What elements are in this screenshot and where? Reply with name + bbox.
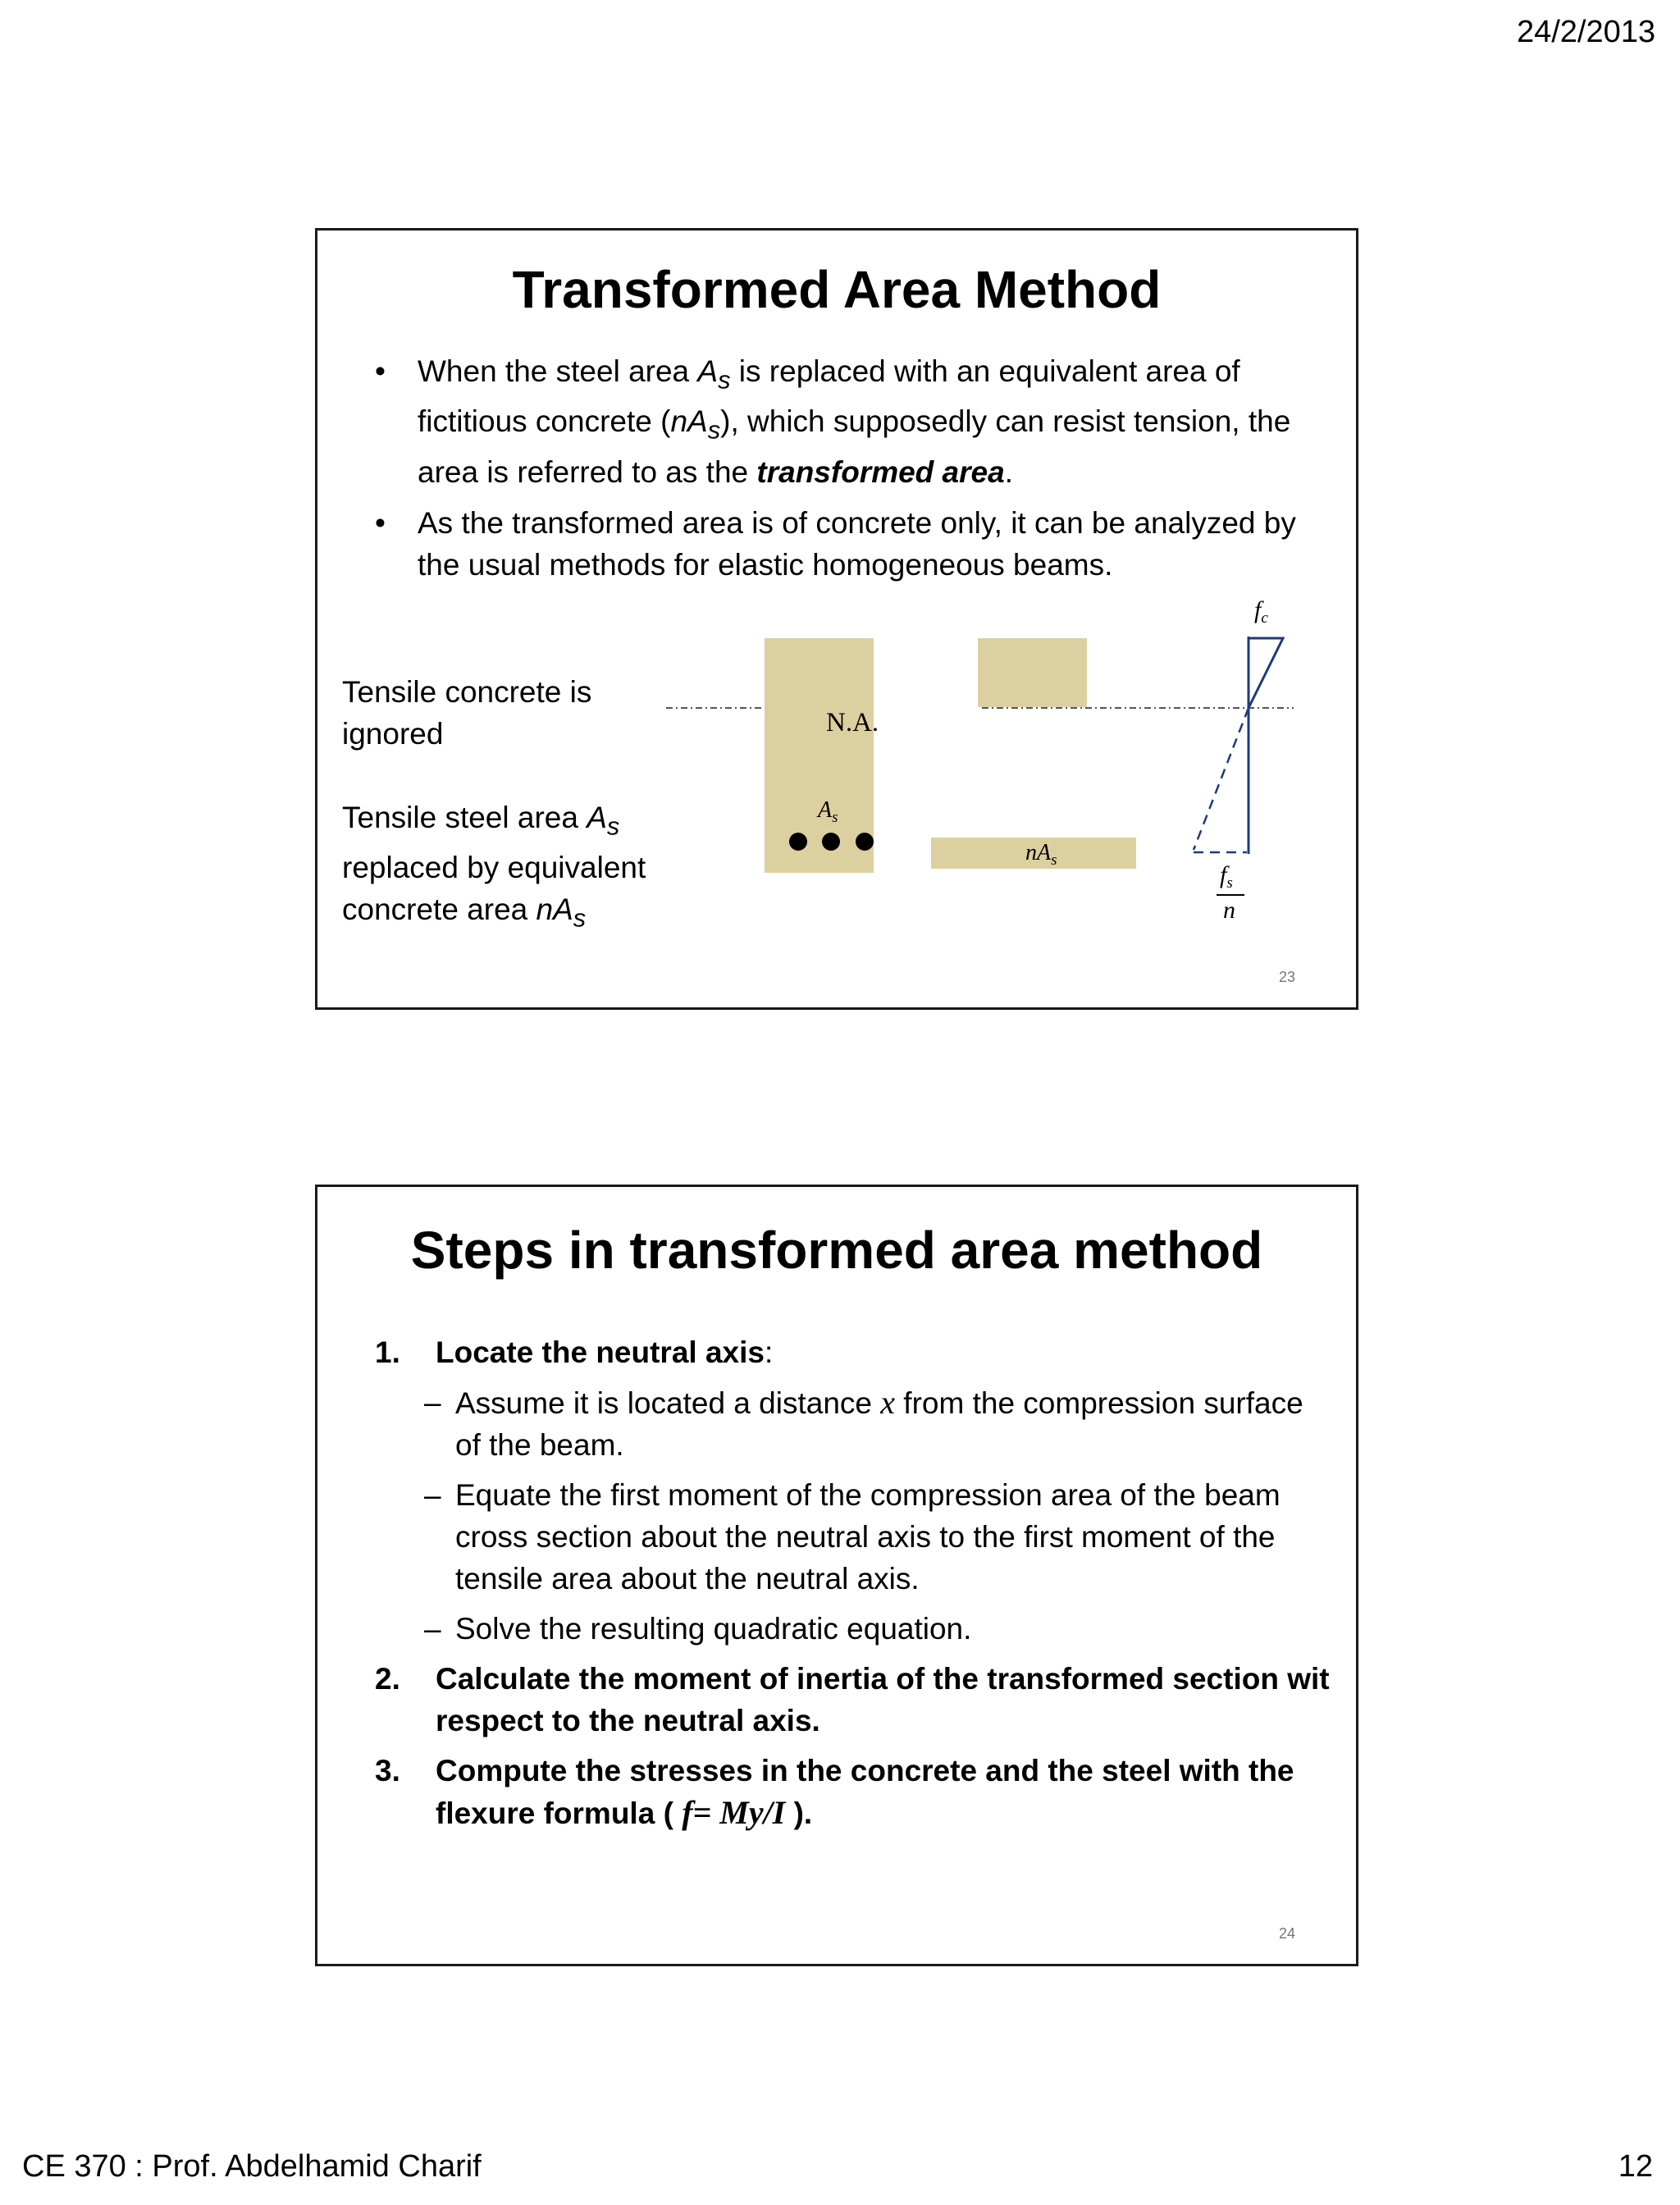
slide-transformed-area-method bbox=[315, 228, 1358, 1010]
transformed-section-diagram bbox=[662, 591, 1318, 944]
side-note-tensile-concrete: Tensile concrete is ignored bbox=[342, 675, 592, 751]
step-item bbox=[367, 1658, 1335, 1742]
step-number: 1. bbox=[375, 1335, 400, 1369]
symbol-sub: s bbox=[573, 903, 587, 933]
flexure-formula: f= My/I bbox=[682, 1794, 786, 1831]
fc-label: $f_c$ bbox=[1254, 596, 1268, 627]
slide-number: 24 bbox=[1279, 1925, 1296, 1942]
symbol-nA: nA bbox=[670, 404, 708, 439]
side-note-tensile-steel bbox=[342, 797, 687, 939]
sub-item: – Solve the resulting quadratic equation. bbox=[419, 1608, 1335, 1650]
bullet-item: • As the transformed area is of concrete only, it can be analyzed by the usual methods for elastic homogeneous beams. bbox=[367, 502, 1310, 586]
sub-item: – Equate the first moment of the compression area of the beam cross section about the neutral axis to the first moment of the tensile area about the neutral axis. bbox=[419, 1474, 1335, 1600]
steel-bar bbox=[789, 833, 807, 851]
emphasis-text: transformed area bbox=[756, 454, 1005, 489]
slide-title: Transformed Area Method bbox=[512, 260, 1162, 319]
steel-bar bbox=[822, 833, 840, 851]
nas-label: $nA_s$ bbox=[1025, 840, 1057, 869]
bullet-text: . bbox=[1004, 454, 1013, 489]
as-label: $A_s$ bbox=[818, 797, 838, 826]
step-number: 2. bbox=[375, 1662, 400, 1696]
sub-text: from the compression surface of the beam. bbox=[455, 1386, 1303, 1462]
step-number: 3. bbox=[375, 1754, 400, 1787]
page-date: 24/2/2013 bbox=[1516, 15, 1655, 49]
bullet-list bbox=[367, 350, 1310, 595]
step-heading: Calculate the moment of inertia of the transformed section wit respect to the neutral axis. bbox=[436, 1662, 1330, 1737]
sub-list bbox=[419, 1381, 1335, 1650]
fs-label: $f_s$ bbox=[1220, 861, 1233, 892]
tension-stress-line bbox=[1194, 708, 1249, 850]
symbol-A: A bbox=[697, 354, 719, 388]
sub-text: Assume it is located a distance bbox=[455, 1386, 881, 1420]
step-item bbox=[367, 1331, 1335, 1650]
footer-course: CE 370 : Prof. Abdelhamid Charif bbox=[22, 2149, 482, 2184]
side-text: Tensile steel area bbox=[342, 801, 587, 834]
slide-title: Steps in transformed area method bbox=[410, 1221, 1263, 1280]
bullet-item bbox=[367, 350, 1310, 493]
step-colon: : bbox=[764, 1335, 774, 1369]
n-label: n bbox=[1223, 897, 1235, 924]
bullet-text: ), which supposedly can resist tension, the area is referred to as the bbox=[418, 404, 1291, 489]
steel-bar bbox=[856, 833, 874, 851]
step-item bbox=[367, 1750, 1335, 1834]
steps-list bbox=[367, 1331, 1335, 1834]
step-heading: ). bbox=[785, 1796, 813, 1830]
step-heading: Compute the stresses in the concrete and the steel with the flexure formula ( bbox=[436, 1754, 1294, 1830]
compression-stress-triangle bbox=[1249, 638, 1283, 708]
compression-area bbox=[978, 638, 1087, 707]
page-number: 12 bbox=[1618, 2149, 1653, 2184]
symbol-A: A bbox=[587, 801, 607, 834]
symbol-sub: s bbox=[718, 365, 731, 395]
slide-steps-transformed-area bbox=[315, 1185, 1358, 1966]
symbol-nA: nA bbox=[536, 892, 573, 927]
neutral-axis-label: N.A. bbox=[826, 708, 879, 737]
side-text: replaced by equivalent concrete area bbox=[342, 851, 646, 927]
sub-item bbox=[419, 1381, 1335, 1466]
symbol-sub: s bbox=[707, 415, 721, 445]
symbol-sub: s bbox=[606, 811, 620, 841]
bullet-text: When the steel area bbox=[418, 354, 698, 388]
bullet-text: is replaced with an equivalent area of fictitious concrete ( bbox=[418, 354, 1240, 439]
slide-number: 23 bbox=[1279, 969, 1296, 985]
variable-x: x bbox=[880, 1384, 896, 1421]
step-heading: Locate the neutral axis bbox=[436, 1335, 765, 1369]
